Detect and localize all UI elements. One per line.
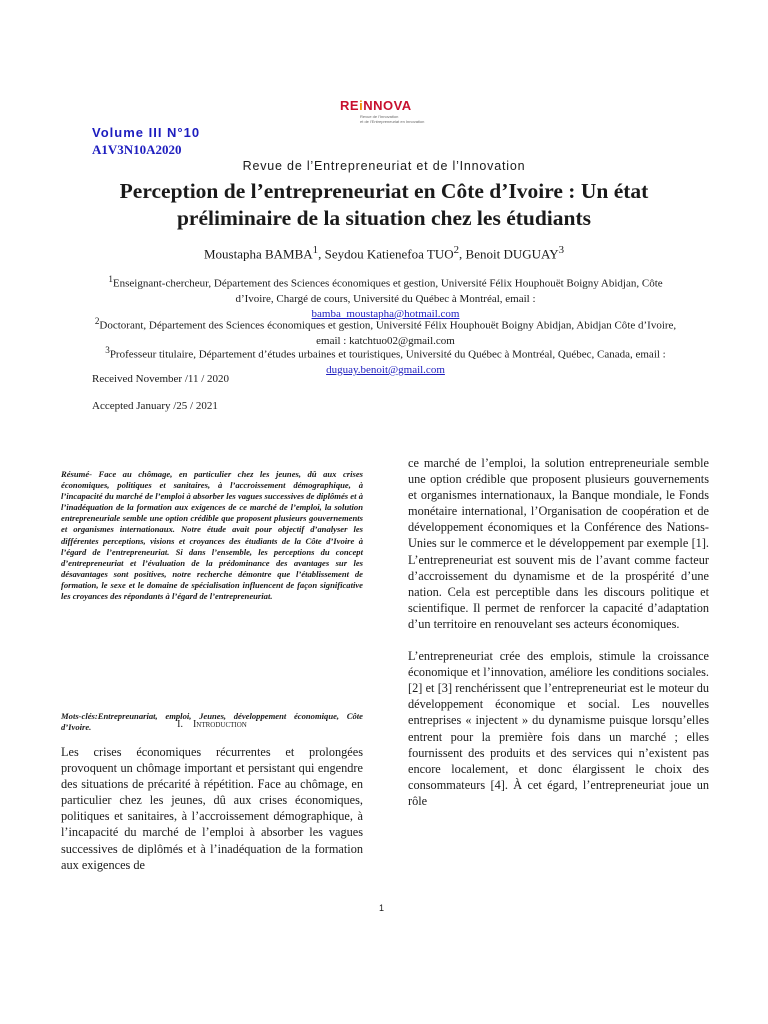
author-name: Benoit DUGUAY bbox=[465, 246, 559, 262]
email-link[interactable]: bamba_moustapha@hotmail.com bbox=[311, 307, 460, 320]
affiliation-1: $^1$Enseignant-chercheur, Département des Sciences économiques et gestion, Université Félix Houphouët Boigny Abidjan, Côte d’Ivoire, Chargé de cours, Université du Québec à Montréal, email : bamba_moustapha@hotmail.com bbox=[108, 274, 663, 320]
abstract: Résumé- Face au chômage, en particulier chez les jeunes, dû aux crises économiques, politiques et sanitaires, à l’accroissement démographique, à l’incapacité du marché de l’emploi à absorber les vagues successives de diplômés et à l’inadéquation de la formation aux exigences de ce marché de l’emploi, la solution entrepreneuriale semble une option crédible que proposent plusieurs gouvernements et organismes internationaux. Notre étude avait pour objectif d’analyser les différentes perceptions, visions et croyances des étudiants de la Côte d’Ivoire à l’égard de l’entrepreneuriat. Si dans l’ensemble, les perceptions du concept d’entrepreneuriat et l’évaluation de la prédominance des avantages sur les désavantages sont positives, notre recherche démontre que l’établissement de formation, le sexe et le domaine de spécialisation influencent de façon significative les croyances des répondants à l’égard de l’entrepreneuriat. bbox=[61, 469, 363, 602]
logo-wordmark: REiNNOVA bbox=[340, 98, 412, 113]
keywords: Mots-clés:Entrepreunariat, emploi, Jeunes, développement économique, Côte d’Ivoire. bbox=[61, 711, 363, 733]
article-code: A1V3N10A2020 bbox=[92, 142, 182, 157]
email-link[interactable]: duguay.benoit@gmail.com bbox=[326, 363, 445, 376]
journal-name: Revue de l’Entrepreneuriat et de l’Innovation bbox=[242, 159, 526, 173]
author-list: Moustapha BAMBA$^1$, Seydou Katienefoa TUO$^2$, Benoit DUGUAY$^3$ bbox=[203, 244, 565, 262]
article-title: Perception de l’entrepreneuriat en Côte d’Ivoire : Un état préliminaire de la situation chez les étudiants bbox=[119, 179, 649, 230]
body-paragraph: ce marché de l’emploi, la solution entrepreneuriale semble une option crédible que proposent plusieurs gouvernements et organismes internationaux, la Banque mondiale, le Fonds monétaire international, l’Organisation de coopération et de développement économiques et la Conférence des Nations-Unies sur le commerce et le développement par exemple [1]. L’entrepreneuriat est souvent mis de l’avant comme facteur d’accroissement du dynamisme et de la prospérité d’une nation. Cela est perceptible dans les discours politique et scientifique. Il permet de renforcer la capacité d’adaptation d’un territoire en renouvelant ses acteurs économiques. bbox=[408, 456, 709, 631]
received-date: Received November /11 / 2020 bbox=[92, 373, 230, 385]
intro-paragraph: Les crises économiques récurrentes et prolongées provoquent un chômage important et persistant qui engendre des situations de précarité à répétition. Face au chômage, en particulier chez les jeunes, dû aux crises économiques, politiques et sanitaires, à l’accroissement démographique, à l’incapacité du marché de l’emploi à absorber les vagues successives de diplômés et à l’inadéquation de la formation aux exigences de bbox=[61, 745, 363, 872]
logo-ring-icon: i bbox=[359, 98, 364, 113]
volume-label: Volume III N°10 bbox=[92, 125, 201, 140]
section-heading: I. Introduction bbox=[177, 719, 247, 730]
page-number: 1 bbox=[379, 903, 385, 913]
author-name: Seydou Katienefoa TUO bbox=[324, 246, 454, 262]
logo-subtitle: Revue de l'Innovation et de l'Entrepreneuriat en Innovation bbox=[360, 114, 425, 124]
author-name: Moustapha BAMBA bbox=[203, 246, 313, 262]
body-paragraph: L’entrepreneuriat crée des emplois, stimule la croissance économique et l’innovation, améliore les conditions sociales. [2] et [3] renchérissent que l’entrepreneuriat est le moteur du développement économique et social. Les nouvelles entreprises « injectent » du dynamisme puisque lorsqu’elles entrent pour la première fois dans un marché ; elles fournissent des produits et des services qui n’existent pas encore localement, et donc élargissent le choix des consommateurs [4]. À cet égard, l’entrepreneuriat joue un rôle bbox=[408, 649, 709, 808]
affiliation-2: $^2$Doctorant, Département des Sciences économiques et gestion, Université Félix Houphouët Boigny Abidjan, Abidjan Côte d’Ivoire, email : katchtuo02@gmail.com bbox=[94, 316, 677, 347]
column-right bbox=[408, 455, 709, 809]
affiliation-3: $^3$Professeur titulaire, Département d’études urbaines et touristiques, Université du Québec à Montréal, Québec, Canada, email : duguay.benoit@gmail.com bbox=[105, 345, 666, 376]
journal-logo bbox=[340, 98, 460, 128]
accepted-date: Accepted January /25 / 2021 bbox=[92, 400, 218, 412]
